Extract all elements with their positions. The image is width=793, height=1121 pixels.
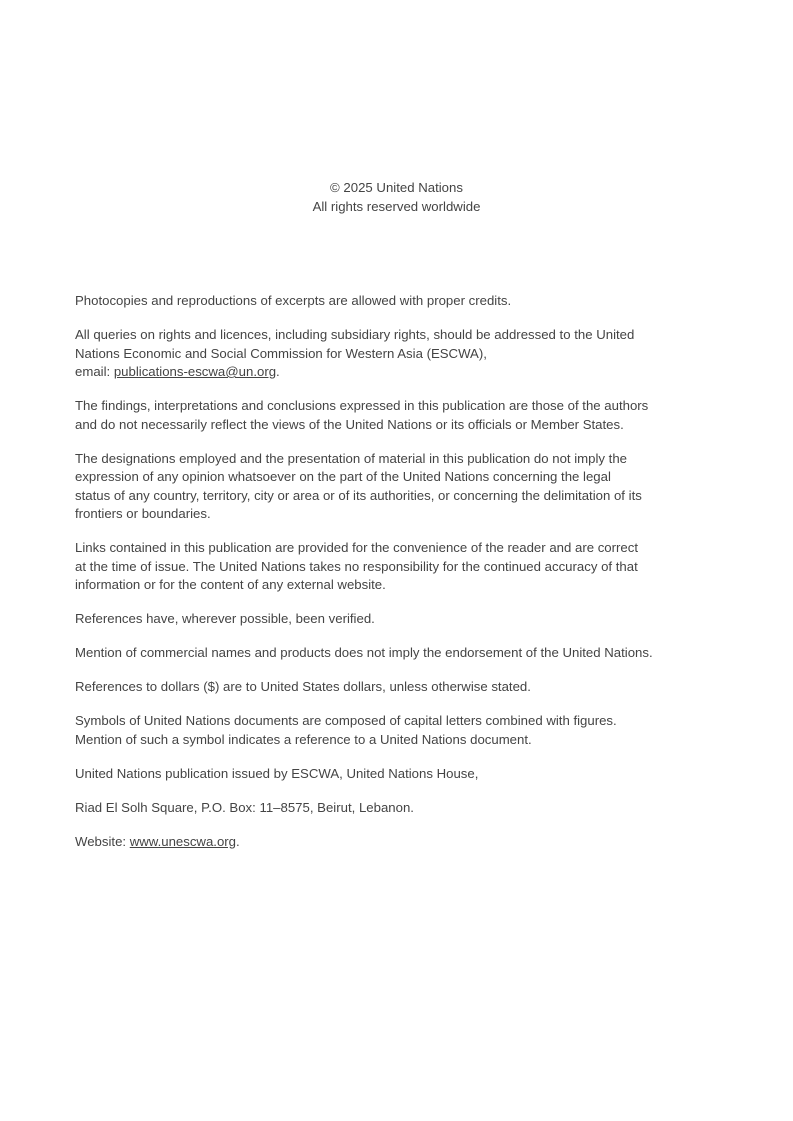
text-line: The designations employed and the presentation of material in this publication do not imply the <box>75 450 628 466</box>
text-line: All queries on rights and licences, including subsidiary rights, should be addressed to the United <box>75 327 635 342</box>
text-line: References have, wherever possible, been verified. <box>75 611 375 626</box>
paragraph-links <box>75 539 725 595</box>
paragraph-website <box>75 833 725 852</box>
text-line: Nations Economic and Social Commission for Western Asia (ESCWA), <box>75 345 487 361</box>
website-label: Website: <box>75 833 130 849</box>
paragraph-queries <box>75 326 725 382</box>
paragraph-designations <box>75 450 725 524</box>
rights-line: All rights reserved worldwide <box>312 199 481 214</box>
text-line: Mention of such a symbol indicates a reference to a United Nations document. <box>75 731 532 747</box>
copyright-block <box>0 178 793 216</box>
text-line: status of any country, territory, city or area or of its authorities, or concerning the delimitation of its <box>75 487 642 503</box>
legal-notice <box>75 292 725 867</box>
text-line: frontiers or boundaries. <box>75 506 211 521</box>
paragraph-symbols <box>75 712 725 749</box>
email-link[interactable]: publications-escwa@un.org <box>113 364 277 379</box>
text-line: Photocopies and reproductions of excerpts are allowed with proper credits. <box>75 293 512 308</box>
punctuation: . <box>276 364 280 379</box>
email-label: email: <box>75 364 114 379</box>
email-line <box>75 363 725 382</box>
text-line: References to dollars ($) are to United States dollars, unless otherwise stated. <box>75 679 531 694</box>
paragraph-address <box>75 799 725 818</box>
text-line: Links contained in this publication are provided for the convenience of the reader and are correct <box>75 540 639 555</box>
text-line: at the time of issue. The United Nations takes no responsibility for the continued accuracy of that <box>75 558 638 574</box>
text-line: expression of any opinion whatsoever on the part of the United Nations concerning the legal <box>75 469 611 484</box>
paragraph-dollars <box>75 678 725 697</box>
text-line: The findings, interpretations and conclusions expressed in this publication are those of the authors <box>75 398 649 413</box>
paragraph-photocopies <box>75 292 725 311</box>
text-line: Riad El Solh Square, P.O. Box: 11–8575, Beirut, Lebanon. <box>75 799 414 815</box>
website-link[interactable]: www.unescwa.org <box>129 833 237 849</box>
text-line: Mention of commercial names and products does not imply the endorsement of the United Nations. <box>75 645 653 660</box>
paragraph-references <box>75 610 725 629</box>
text-line: United Nations publication issued by ESCWA, United Nations House, <box>75 765 479 781</box>
copyright-line: © 2025 United Nations <box>330 180 463 195</box>
text-line: information or for the content of any external website. <box>75 577 386 592</box>
text-line: and do not necessarily reflect the views of the United Nations or its officials or Member States. <box>75 416 624 432</box>
paragraph-publication <box>75 765 725 784</box>
website-line <box>75 833 725 852</box>
paragraph-commercial <box>75 644 725 663</box>
punctuation: . <box>236 833 240 849</box>
text-line: Symbols of United Nations documents are composed of capital letters combined with figures. <box>75 713 617 728</box>
paragraph-findings <box>75 397 725 434</box>
